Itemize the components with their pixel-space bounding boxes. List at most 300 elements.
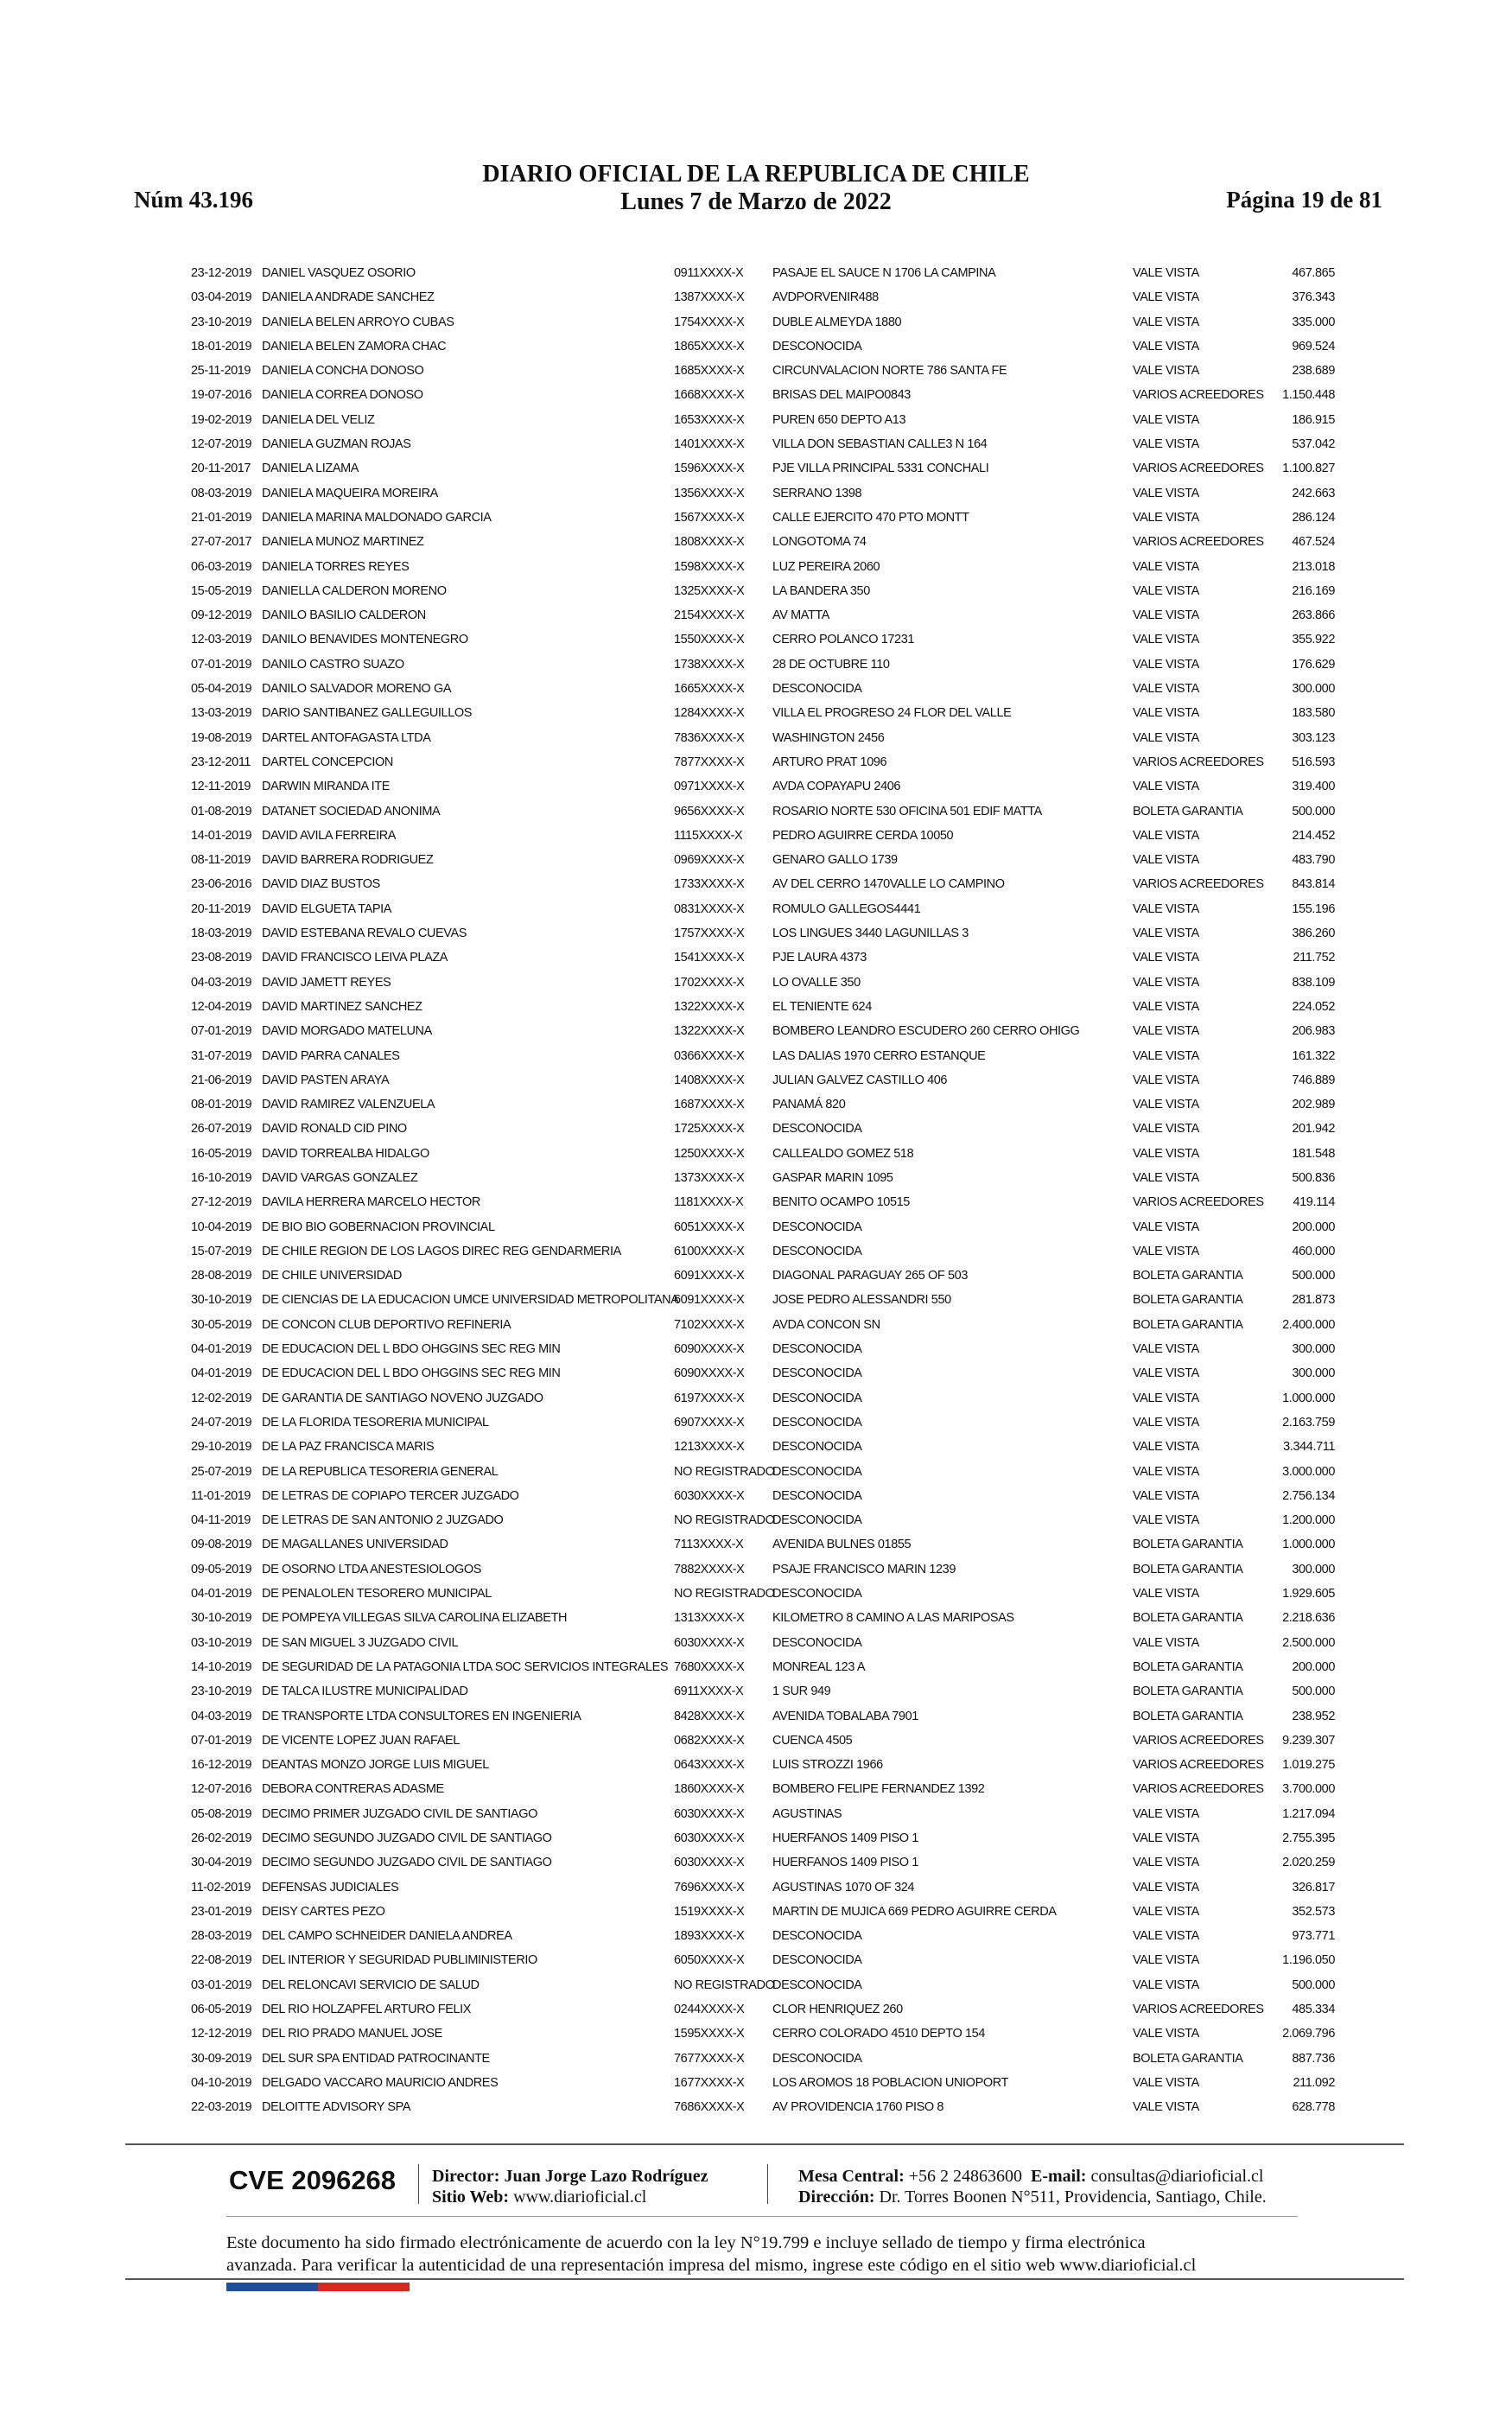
row-date: 19-08-2019	[191, 730, 252, 745]
row-type: VALE VISTA	[1133, 1953, 1199, 1968]
row-type: VALE VISTA	[1133, 927, 1199, 941]
row-rut: 1250XXXX-X	[674, 1146, 745, 1161]
row-name: DANIELA BELEN ZAMORA CHAC	[262, 339, 447, 353]
row-rut: 1725XXXX-X	[674, 1122, 745, 1137]
row-amount: 1.929.605	[1282, 1587, 1335, 1602]
row-date: 30-04-2019	[191, 1856, 252, 1870]
row-address: KILOMETRO 8 CAMINO A LAS MARIPOSAS	[772, 1611, 1014, 1626]
row-amount: 3.700.000	[1282, 1782, 1335, 1797]
table-row	[0, 1777, 1512, 1801]
table-row	[0, 334, 1512, 359]
row-amount: 186.915	[1292, 412, 1335, 427]
row-date: 05-08-2019	[191, 1806, 252, 1821]
row-rut: 1387XXXX-X	[674, 290, 745, 305]
row-type: BOLETA GARANTIA	[1133, 1293, 1243, 1308]
email-label: E-mail:	[1031, 2167, 1087, 2186]
row-date: 30-09-2019	[191, 2051, 252, 2066]
table-row	[0, 1753, 1512, 1777]
row-address: LOS LINGUES 3440 LAGUNILLAS 3	[772, 927, 969, 941]
row-type: VALE VISTA	[1133, 682, 1199, 697]
director-name: Juan Jorge Lazo Rodríguez	[504, 2167, 708, 2186]
row-type: VALE VISTA	[1133, 828, 1199, 843]
row-name: DE OSORNO LTDA ANESTESIOLOGOS	[262, 1562, 482, 1576]
row-type: VALE VISTA	[1133, 559, 1199, 574]
row-address: DESCONOCIDA	[772, 1488, 862, 1503]
row-date: 01-08-2019	[191, 804, 252, 818]
row-type: VALE VISTA	[1133, 730, 1199, 745]
table-row	[0, 701, 1512, 725]
table-row	[0, 1044, 1512, 1068]
row-type: BOLETA GARANTIA	[1133, 1562, 1243, 1576]
row-rut: 0971XXXX-X	[674, 780, 745, 794]
row-address: AVDA CONCON SN	[772, 1317, 880, 1332]
table-row	[0, 1484, 1512, 1508]
table-row	[0, 750, 1512, 774]
row-date: 14-10-2019	[191, 1659, 252, 1674]
row-address: VILLA DON SEBASTIAN CALLE3 N 164	[772, 437, 988, 452]
row-name: DANIELA CORREA DONOSO	[262, 388, 423, 403]
row-rut: 1356XXXX-X	[674, 486, 745, 500]
row-amount: 1.150.448	[1282, 388, 1335, 403]
row-address: PASAJE EL SAUCE N 1706 LA CAMPINA	[772, 266, 996, 280]
row-rut: 1313XXXX-X	[674, 1611, 745, 1626]
table-row	[0, 1386, 1512, 1411]
row-amount: 887.736	[1292, 2051, 1335, 2066]
row-name: DANILO BENAVIDES MONTENEGRO	[262, 633, 468, 647]
row-date: 16-12-2019	[191, 1758, 252, 1773]
row-name: DE MAGALLANES UNIVERSIDAD	[262, 1538, 448, 1552]
row-amount: 211.752	[1293, 951, 1335, 965]
row-date: 24-07-2019	[191, 1415, 252, 1430]
row-type: VALE VISTA	[1133, 1488, 1199, 1503]
row-date: 04-01-2019	[191, 1342, 252, 1357]
table-row	[0, 1142, 1512, 1166]
legal-line-2: avanzada. Para verificar la autenticidad de una representación impresa del mismo, ingrese este código en el sitio web www.diarioficial.cl	[226, 2256, 1197, 2275]
table-row	[0, 555, 1512, 579]
row-rut: 1373XXXX-X	[674, 1170, 745, 1185]
table-row	[0, 2071, 1512, 2095]
row-name: DANIELA MUNOZ MARTINEZ	[262, 535, 424, 550]
row-rut: 1865XXXX-X	[674, 339, 745, 353]
row-address: PUREN 650 DEPTO A13	[772, 412, 906, 427]
row-rut: 0244XXXX-X	[674, 2003, 745, 2017]
row-name: DANILO CASTRO SUAZO	[262, 657, 404, 672]
row-amount: 467.524	[1292, 535, 1335, 550]
row-amount: 300.000	[1292, 682, 1335, 697]
row-type: VALE VISTA	[1133, 412, 1199, 427]
table-row	[0, 285, 1512, 309]
row-rut: 1115XXXX-X	[674, 828, 743, 843]
row-rut: 1893XXXX-X	[674, 1929, 745, 1944]
row-address: DESCONOCIDA	[772, 1220, 862, 1234]
row-date: 09-05-2019	[191, 1562, 252, 1576]
row-type: VALE VISTA	[1133, 633, 1199, 647]
row-name: DANILO SALVADOR MORENO GA	[262, 682, 452, 697]
row-rut: 6030XXXX-X	[674, 1831, 745, 1845]
row-date: 23-12-2019	[191, 266, 252, 280]
row-amount: 9.239.307	[1282, 1733, 1335, 1748]
row-rut: 1733XXXX-X	[674, 877, 745, 892]
director-block	[432, 2166, 708, 2207]
row-address: HUERFANOS 1409 PISO 1	[772, 1856, 918, 1870]
row-name: DECIMO SEGUNDO JUZGADO CIVIL DE SANTIAGO	[262, 1856, 552, 1870]
row-name: DAVID VARGAS GONZALEZ	[262, 1170, 418, 1185]
table-row	[0, 1876, 1512, 1900]
row-amount: 202.989	[1292, 1098, 1335, 1112]
row-amount: 286.124	[1292, 510, 1335, 525]
row-date: 31-07-2019	[191, 1048, 252, 1063]
row-type: VARIOS ACREEDORES	[1133, 2003, 1264, 2017]
row-name: DANIELA BELEN ARROYO CUBAS	[262, 315, 454, 329]
row-type: VALE VISTA	[1133, 975, 1199, 990]
row-rut: 7882XXXX-X	[674, 1562, 745, 1576]
row-address: PSAJE FRANCISCO MARIN 1239	[772, 1562, 956, 1576]
table-row	[0, 1068, 1512, 1092]
row-rut: 8428XXXX-X	[674, 1709, 745, 1723]
row-type: VALE VISTA	[1133, 486, 1199, 500]
table-row	[0, 1361, 1512, 1385]
row-date: 11-02-2019	[191, 1880, 251, 1895]
row-date: 26-07-2019	[191, 1122, 252, 1137]
row-rut: 7696XXXX-X	[674, 1880, 745, 1895]
row-rut: NO REGISTRADO	[674, 1513, 775, 1528]
row-amount: 500.000	[1292, 1977, 1335, 1992]
row-type: VALE VISTA	[1133, 999, 1199, 1014]
row-type: BOLETA GARANTIA	[1133, 1611, 1243, 1626]
row-type: VALE VISTA	[1133, 1073, 1199, 1087]
row-amount: 746.889	[1292, 1073, 1335, 1087]
row-amount: 238.689	[1292, 364, 1335, 379]
table-row	[0, 653, 1512, 677]
table-row	[0, 1264, 1512, 1288]
row-amount: 838.109	[1292, 975, 1335, 990]
row-type: VALE VISTA	[1133, 853, 1199, 868]
row-address: PANAMÁ 820	[772, 1098, 846, 1112]
row-name: DECIMO SEGUNDO JUZGADO CIVIL DE SANTIAGO	[262, 1831, 552, 1845]
row-date: 25-11-2019	[191, 364, 251, 379]
row-date: 23-01-2019	[191, 1904, 252, 1919]
row-amount: 2.400.000	[1282, 1317, 1335, 1332]
page-title: DIARIO OFICIAL DE LA REPUBLICA DE CHILE	[482, 161, 1030, 188]
row-date: 18-03-2019	[191, 927, 252, 941]
row-name: DE LA REPUBLICA TESORERIA GENERAL	[262, 1464, 499, 1479]
row-name: DAVID PASTEN ARAYA	[262, 1073, 390, 1087]
row-name: DATANET SOCIEDAD ANONIMA	[262, 804, 441, 818]
row-address: GENARO GALLO 1739	[772, 853, 898, 868]
row-rut: 1401XXXX-X	[674, 437, 745, 452]
row-date: 06-03-2019	[191, 559, 252, 574]
row-rut: NO REGISTRADO	[674, 1587, 775, 1602]
row-type: VALE VISTA	[1133, 608, 1199, 623]
row-rut: 1408XXXX-X	[674, 1073, 745, 1087]
table-row	[0, 1631, 1512, 1655]
row-date: 28-08-2019	[191, 1269, 252, 1283]
row-type: VALE VISTA	[1133, 2100, 1199, 2115]
table-row	[0, 1704, 1512, 1729]
row-rut: 6051XXXX-X	[674, 1220, 745, 1234]
row-type: VALE VISTA	[1133, 1831, 1199, 1845]
row-type: VALE VISTA	[1133, 2027, 1199, 2041]
row-rut: 6091XXXX-X	[674, 1269, 745, 1283]
table-row	[0, 2022, 1512, 2046]
table-row	[0, 921, 1512, 946]
row-address: DESCONOCIDA	[772, 1342, 862, 1357]
table-row	[0, 1557, 1512, 1582]
row-type: VALE VISTA	[1133, 1415, 1199, 1430]
row-type: VALE VISTA	[1133, 1024, 1199, 1039]
row-address: AVENIDA BULNES 01855	[772, 1538, 912, 1552]
table-row	[0, 1190, 1512, 1214]
table-row	[0, 824, 1512, 848]
row-address: GASPAR MARIN 1095	[772, 1170, 893, 1185]
row-type: VALE VISTA	[1133, 1513, 1199, 1528]
mesa-label: Mesa Central:	[798, 2167, 905, 2186]
table-row	[0, 1997, 1512, 2022]
row-name: DAVID RAMIREZ VALENZUELA	[262, 1098, 435, 1112]
row-name: DEL RIO PRADO MANUEL JOSE	[262, 2027, 442, 2041]
row-name: DANIEL VASQUEZ OSORIO	[262, 266, 416, 280]
row-type: VALE VISTA	[1133, 339, 1199, 353]
issue-date: Lunes 7 de Marzo de 2022	[620, 188, 892, 215]
row-amount: 176.629	[1292, 657, 1335, 672]
row-amount: 335.000	[1292, 315, 1335, 329]
table-row	[0, 1606, 1512, 1630]
table-row	[0, 726, 1512, 750]
row-amount: 155.196	[1292, 901, 1335, 916]
row-type: VARIOS ACREEDORES	[1133, 1782, 1264, 1797]
row-rut: 1519XXXX-X	[674, 1904, 745, 1919]
row-amount: 216.169	[1292, 583, 1335, 598]
row-name: DAVILA HERRERA MARCELO HECTOR	[262, 1195, 480, 1210]
flag-stripe-red	[318, 2283, 410, 2291]
row-address: DESCONOCIDA	[772, 1440, 862, 1455]
row-type: VALE VISTA	[1133, 1391, 1199, 1405]
row-type: VALE VISTA	[1133, 1342, 1199, 1357]
row-amount: 2.756.134	[1282, 1488, 1335, 1503]
row-address: ARTURO PRAT 1096	[772, 755, 887, 769]
row-address: DESCONOCIDA	[772, 1366, 862, 1381]
row-name: DEL RIO HOLZAPFEL ARTURO FELIX	[262, 2003, 472, 2017]
contact-block	[798, 2166, 1267, 2207]
row-type: VALE VISTA	[1133, 1880, 1199, 1895]
row-date: 22-03-2019	[191, 2100, 252, 2115]
row-name: DE EDUCACION DEL L BDO OHGGINS SEC REG MIN	[262, 1342, 561, 1357]
row-rut: 1665XXXX-X	[674, 682, 745, 697]
row-address: AGUSTINAS	[772, 1806, 842, 1821]
row-rut: 1687XXXX-X	[674, 1098, 745, 1112]
row-name: DEBORA CONTRERAS ADASME	[262, 1782, 444, 1797]
footer-divider	[767, 2164, 768, 2204]
row-amount: 200.000	[1292, 1659, 1335, 1674]
row-address: BRISAS DEL MAIPO0843	[772, 388, 911, 403]
row-name: DANIELA GUZMAN ROJAS	[262, 437, 411, 452]
page-number: Página 19 de 81	[1226, 187, 1382, 213]
row-type: VALE VISTA	[1133, 1904, 1199, 1919]
row-name: DAVID TORREALBA HIDALGO	[262, 1146, 429, 1161]
row-rut: NO REGISTRADO	[674, 1977, 775, 1992]
row-name: DEANTAS MONZO JORGE LUIS MIGUEL	[262, 1758, 489, 1773]
address-text: Dr. Torres Boonen N°511, Providencia, Santiago, Chile.	[879, 2188, 1267, 2207]
row-date: 03-04-2019	[191, 290, 252, 305]
table-row	[0, 946, 1512, 970]
row-type: VALE VISTA	[1133, 2075, 1199, 2090]
row-type: VALE VISTA	[1133, 780, 1199, 794]
row-date: 04-10-2019	[191, 2075, 252, 2090]
row-date: 15-05-2019	[191, 583, 252, 598]
row-amount: 224.052	[1292, 999, 1335, 1014]
table-row	[0, 310, 1512, 334]
row-date: 07-01-2019	[191, 657, 252, 672]
table-row	[0, 481, 1512, 506]
table-row	[0, 1826, 1512, 1850]
table-row	[0, 1973, 1512, 1997]
table-row	[0, 1166, 1512, 1190]
row-type: VALE VISTA	[1133, 951, 1199, 965]
row-name: DAVID MARTINEZ SANCHEZ	[262, 999, 422, 1014]
row-rut: 7877XXXX-X	[674, 755, 745, 769]
row-amount: 2.163.759	[1282, 1415, 1335, 1430]
row-type: VALE VISTA	[1133, 315, 1199, 329]
row-date: 23-10-2019	[191, 315, 252, 329]
row-rut: 6091XXXX-X	[674, 1293, 745, 1308]
row-rut: 6030XXXX-X	[674, 1806, 745, 1821]
row-name: DAVID JAMETT REYES	[262, 975, 391, 990]
row-address: BOMBERO FELIPE FERNANDEZ 1392	[772, 1782, 985, 1797]
row-name: DE VICENTE LOPEZ JUAN RAFAEL	[262, 1733, 460, 1748]
table-row	[0, 1337, 1512, 1361]
row-amount: 1.019.275	[1282, 1758, 1335, 1773]
row-address: DESCONOCIDA	[772, 1391, 862, 1405]
row-name: DANIELA MARINA MALDONADO GARCIA	[262, 510, 492, 525]
row-address: LO OVALLE 350	[772, 975, 861, 990]
row-date: 19-07-2016	[191, 388, 252, 403]
row-name: DE POMPEYA VILLEGAS SILVA CAROLINA ELIZABETH	[262, 1611, 568, 1626]
row-date: 04-01-2019	[191, 1587, 252, 1602]
row-amount: 355.922	[1292, 633, 1335, 647]
row-rut: 1668XXXX-X	[674, 388, 745, 403]
row-amount: 1.000.000	[1282, 1391, 1335, 1405]
director-label: Director:	[432, 2167, 500, 2186]
table-row	[0, 506, 1512, 530]
row-date: 15-07-2019	[191, 1244, 252, 1258]
table-row	[0, 1019, 1512, 1043]
row-type: VALE VISTA	[1133, 901, 1199, 916]
row-amount: 214.452	[1292, 828, 1335, 843]
row-rut: 6030XXXX-X	[674, 1635, 745, 1650]
row-rut: 1322XXXX-X	[674, 1024, 745, 1039]
row-amount: 628.778	[1292, 2100, 1335, 2115]
web-link[interactable]: www.diarioficial.cl	[513, 2188, 647, 2207]
table-row	[0, 971, 1512, 995]
row-type: VARIOS ACREEDORES	[1133, 535, 1264, 550]
row-address: DESCONOCIDA	[772, 1122, 862, 1137]
row-rut: 0682XXXX-X	[674, 1733, 745, 1748]
row-address: AV PROVIDENCIA 1760 PISO 8	[772, 2100, 944, 2115]
row-type: VALE VISTA	[1133, 1856, 1199, 1870]
table-row	[0, 408, 1512, 432]
row-rut: 0831XXXX-X	[674, 901, 745, 916]
row-date: 12-11-2019	[191, 780, 251, 794]
row-amount: 500.836	[1292, 1170, 1335, 1185]
row-address: VILLA EL PROGRESO 24 FLOR DEL VALLE	[772, 706, 1012, 721]
row-date: 13-03-2019	[191, 706, 252, 721]
row-address: CERRO POLANCO 17231	[772, 633, 915, 647]
row-address: DUBLE ALMEYDA 1880	[772, 315, 902, 329]
row-rut: 1754XXXX-X	[674, 315, 745, 329]
row-amount: 1.217.094	[1282, 1806, 1335, 1821]
row-rut: 0969XXXX-X	[674, 853, 745, 868]
row-name: DANIELLA CALDERON MORENO	[262, 583, 447, 598]
row-address: DESCONOCIDA	[772, 682, 862, 697]
table-row	[0, 530, 1512, 554]
row-rut: 6197XXXX-X	[674, 1391, 745, 1405]
row-rut: 0911XXXX-X	[674, 266, 744, 280]
row-rut: 1685XXXX-X	[674, 364, 745, 379]
row-address: LA BANDERA 350	[772, 583, 870, 598]
row-address: ROSARIO NORTE 530 OFICINA 501 EDIF MATTA	[772, 804, 1042, 818]
row-address: DESCONOCIDA	[772, 1635, 862, 1650]
row-name: DE CIENCIAS DE LA EDUCACION UMCE UNIVERSIDAD METROPOLITANA	[262, 1293, 679, 1308]
row-type: VARIOS ACREEDORES	[1133, 462, 1264, 476]
row-amount: 2.755.395	[1282, 1831, 1335, 1845]
row-date: 27-07-2017	[191, 535, 252, 550]
row-date: 20-11-2017	[191, 462, 251, 476]
row-type: VALE VISTA	[1133, 657, 1199, 672]
row-name: DARWIN MIRANDA ITE	[262, 780, 391, 794]
row-type: VALE VISTA	[1133, 1635, 1199, 1650]
row-address: CUENCA 4505	[772, 1733, 853, 1748]
row-date: 16-05-2019	[191, 1146, 252, 1161]
row-amount: 319.400	[1292, 780, 1335, 794]
row-type: VALE VISTA	[1133, 1122, 1199, 1137]
table-row	[0, 1435, 1512, 1459]
table-row	[0, 603, 1512, 627]
row-address: DESCONOCIDA	[772, 1464, 862, 1479]
row-amount: 211.092	[1293, 2075, 1335, 2090]
row-type: VARIOS ACREEDORES	[1133, 877, 1264, 892]
row-name: DE TRANSPORTE LTDA CONSULTORES EN INGENIERIA	[262, 1709, 581, 1723]
row-rut: 7680XXXX-X	[674, 1659, 745, 1674]
table-row	[0, 1313, 1512, 1337]
table-row	[0, 1729, 1512, 1753]
row-amount: 2.218.636	[1282, 1611, 1335, 1626]
row-rut: 1653XXXX-X	[674, 412, 745, 427]
row-address: LUIS STROZZI 1966	[772, 1758, 883, 1773]
row-address: LONGOTOMA 74	[772, 535, 867, 550]
row-rut: 6030XXXX-X	[674, 1856, 745, 1870]
row-type: VALE VISTA	[1133, 364, 1199, 379]
row-date: 04-01-2019	[191, 1366, 252, 1381]
row-address: MARTIN DE MUJICA 669 PEDRO AGUIRRE CERDA	[772, 1904, 1057, 1919]
row-type: VARIOS ACREEDORES	[1133, 1733, 1264, 1748]
email-link[interactable]: consultas@diarioficial.cl	[1090, 2167, 1264, 2186]
row-name: DE TALCA ILUSTRE MUNICIPALIDAD	[262, 1684, 468, 1699]
row-name: DAVID ESTEBANA REVALO CUEVAS	[262, 927, 467, 941]
row-amount: 516.593	[1292, 755, 1335, 769]
row-date: 12-04-2019	[191, 999, 252, 1014]
records-table	[0, 261, 1512, 2120]
row-date: 05-04-2019	[191, 682, 252, 697]
table-row	[0, 2095, 1512, 2119]
row-amount: 242.663	[1292, 486, 1335, 500]
row-amount: 2.020.259	[1282, 1856, 1335, 1870]
row-type: VALE VISTA	[1133, 1244, 1199, 1258]
table-row	[0, 799, 1512, 824]
row-rut: 1595XXXX-X	[674, 2027, 745, 2041]
row-amount: 161.322	[1292, 1048, 1335, 1063]
row-date: 29-10-2019	[191, 1440, 252, 1455]
row-date: 12-02-2019	[191, 1391, 252, 1405]
